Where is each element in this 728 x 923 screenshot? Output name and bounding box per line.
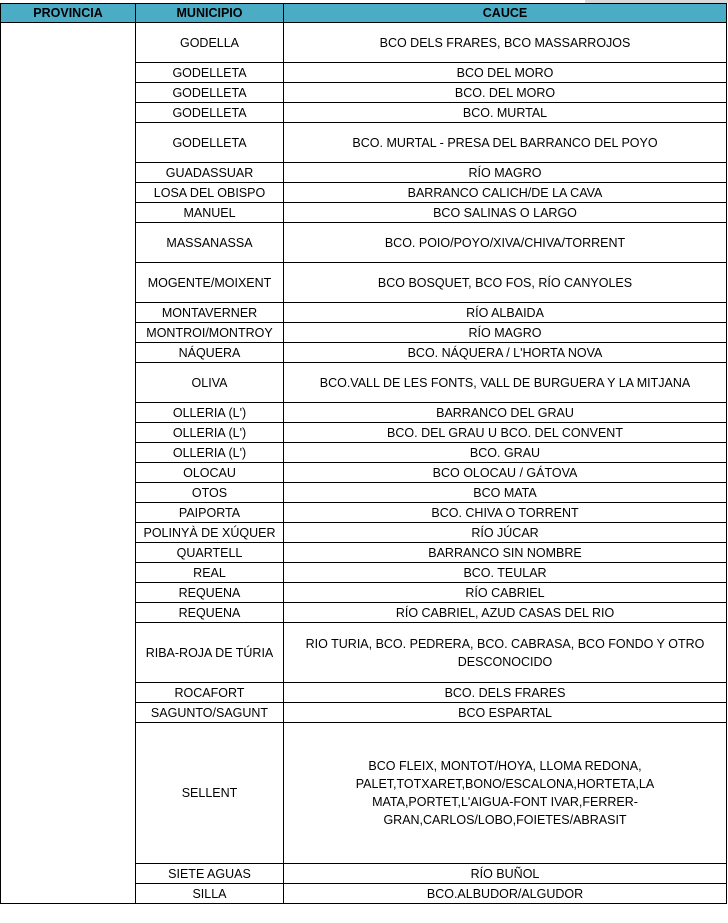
cauce-cell: RÍO BUÑOL: [284, 864, 727, 884]
table-header: [1, 4, 727, 23]
cauce-cell: RÍO CABRIEL, AZUD CASAS DEL RIO: [284, 603, 727, 623]
municipio-cell: LOSA DEL OBISPO: [136, 183, 284, 203]
cauce-cell: BCO. MURTAL: [284, 103, 727, 123]
provincia-cell: [1, 23, 136, 904]
cauce-cell: BCO. DEL MORO: [284, 83, 727, 103]
municipio-cell: OLIVA: [136, 363, 284, 403]
municipio-cell: REQUENA: [136, 583, 284, 603]
cauce-cell: BCO ESPARTAL: [284, 703, 727, 723]
cauce-cell: BCO MATA: [284, 483, 727, 503]
cauce-cell: BCO. CHIVA O TORRENT: [284, 503, 727, 523]
municipio-cell: POLINYÀ DE XÚQUER: [136, 523, 284, 543]
header-municipio: MUNICIPIO: [136, 4, 284, 23]
cauce-cell: RIO TURIA, BCO. PEDRERA, BCO. CABRASA, BCO FONDO Y OTRO DESCONOCIDO: [284, 623, 727, 683]
table-row: [1, 23, 727, 63]
municipio-cell: GODELLETA: [136, 103, 284, 123]
municipio-cell: SAGUNTO/SAGUNT: [136, 703, 284, 723]
cauce-cell: BCO. GRAU: [284, 443, 727, 463]
municipio-cell: MASSANASSA: [136, 223, 284, 263]
cauce-cell: BCO. DELS FRARES: [284, 683, 727, 703]
cauce-cell: BCO. DEL GRAU U BCO. DEL CONVENT: [284, 423, 727, 443]
municipio-cell: MONTROI/MONTROY: [136, 323, 284, 343]
cauce-cell: BCO.ALBUDOR/ALGUDOR: [284, 884, 727, 904]
municipio-cell: SELLENT: [136, 723, 284, 864]
cauce-cell: BCO. POIO/POYO/XIVA/CHIVA/TORRENT: [284, 223, 727, 263]
cauce-cell: RÍO MAGRO: [284, 163, 727, 183]
cauce-cell: BCO. TEULAR: [284, 563, 727, 583]
municipio-cell: MOGENTE/MOIXENT: [136, 263, 284, 303]
cauce-cell: BARRANCO DEL GRAU: [284, 403, 727, 423]
municipio-cell: RIBA-ROJA DE TÚRIA: [136, 623, 284, 683]
cauce-cell: RÍO JÚCAR: [284, 523, 727, 543]
municipio-cell: GODELLETA: [136, 83, 284, 103]
cauce-cell: BCO DELS FRARES, BCO MASSARROJOS: [284, 23, 727, 63]
municipio-cell: NÁQUERA: [136, 343, 284, 363]
cauce-cell: RÍO CABRIEL: [284, 583, 727, 603]
cauce-cell: BCO SALINAS O LARGO: [284, 203, 727, 223]
municipio-cell: OLLERIA (L'): [136, 443, 284, 463]
cauces-table: [0, 3, 727, 904]
municipio-cell: OLLERIA (L'): [136, 403, 284, 423]
cauce-cell: BCO OLOCAU / GÁTOVA: [284, 463, 727, 483]
municipio-cell: PAIPORTA: [136, 503, 284, 523]
cauce-cell: BCO FLEIX, MONTOT/HOYA, LLOMA REDONA, PALET,TOTXARET,BONO/ESCALONA,HORTETA,LA MATA,PORTET,L'AIGUA-FONT IVAR,FERRER-GRAN,CARLOS/LOBO,FOIETES/ABRASIT: [284, 723, 727, 864]
municipio-cell: OLLERIA (L'): [136, 423, 284, 443]
municipio-cell: GUADASSUAR: [136, 163, 284, 183]
table-body: [1, 23, 727, 904]
municipio-cell: GODELLETA: [136, 63, 284, 83]
municipio-cell: GODELLA: [136, 23, 284, 63]
municipio-cell: QUARTELL: [136, 543, 284, 563]
municipio-cell: REAL: [136, 563, 284, 583]
municipio-cell: GODELLETA: [136, 123, 284, 163]
cauce-cell: RÍO ALBAIDA: [284, 303, 727, 323]
municipio-cell: MANUEL: [136, 203, 284, 223]
municipio-cell: ROCAFORT: [136, 683, 284, 703]
cauce-cell: BCO. NÁQUERA / L'HORTA NOVA: [284, 343, 727, 363]
cauce-cell: BCO.VALL DE LES FONTS, VALL DE BURGUERA Y LA MITJANA: [284, 363, 727, 403]
municipio-cell: MONTAVERNER: [136, 303, 284, 323]
cauce-cell: BARRANCO CALICH/DE LA CAVA: [284, 183, 727, 203]
cauce-cell: RÍO MAGRO: [284, 323, 727, 343]
cauce-cell: BCO. MURTAL - PRESA DEL BARRANCO DEL POYO: [284, 123, 727, 163]
municipio-cell: OLOCAU: [136, 463, 284, 483]
municipio-cell: SILLA: [136, 884, 284, 904]
cauce-cell: BCO BOSQUET, BCO FOS, RÍO CANYOLES: [284, 263, 727, 303]
header-cauce: CAUCE: [284, 4, 727, 23]
cauce-cell: BARRANCO SIN NOMBRE: [284, 543, 727, 563]
municipio-cell: OTOS: [136, 483, 284, 503]
municipio-cell: REQUENA: [136, 603, 284, 623]
cauce-cell: BCO DEL MORO: [284, 63, 727, 83]
municipio-cell: SIETE AGUAS: [136, 864, 284, 884]
header-provincia: PROVINCIA: [1, 4, 136, 23]
